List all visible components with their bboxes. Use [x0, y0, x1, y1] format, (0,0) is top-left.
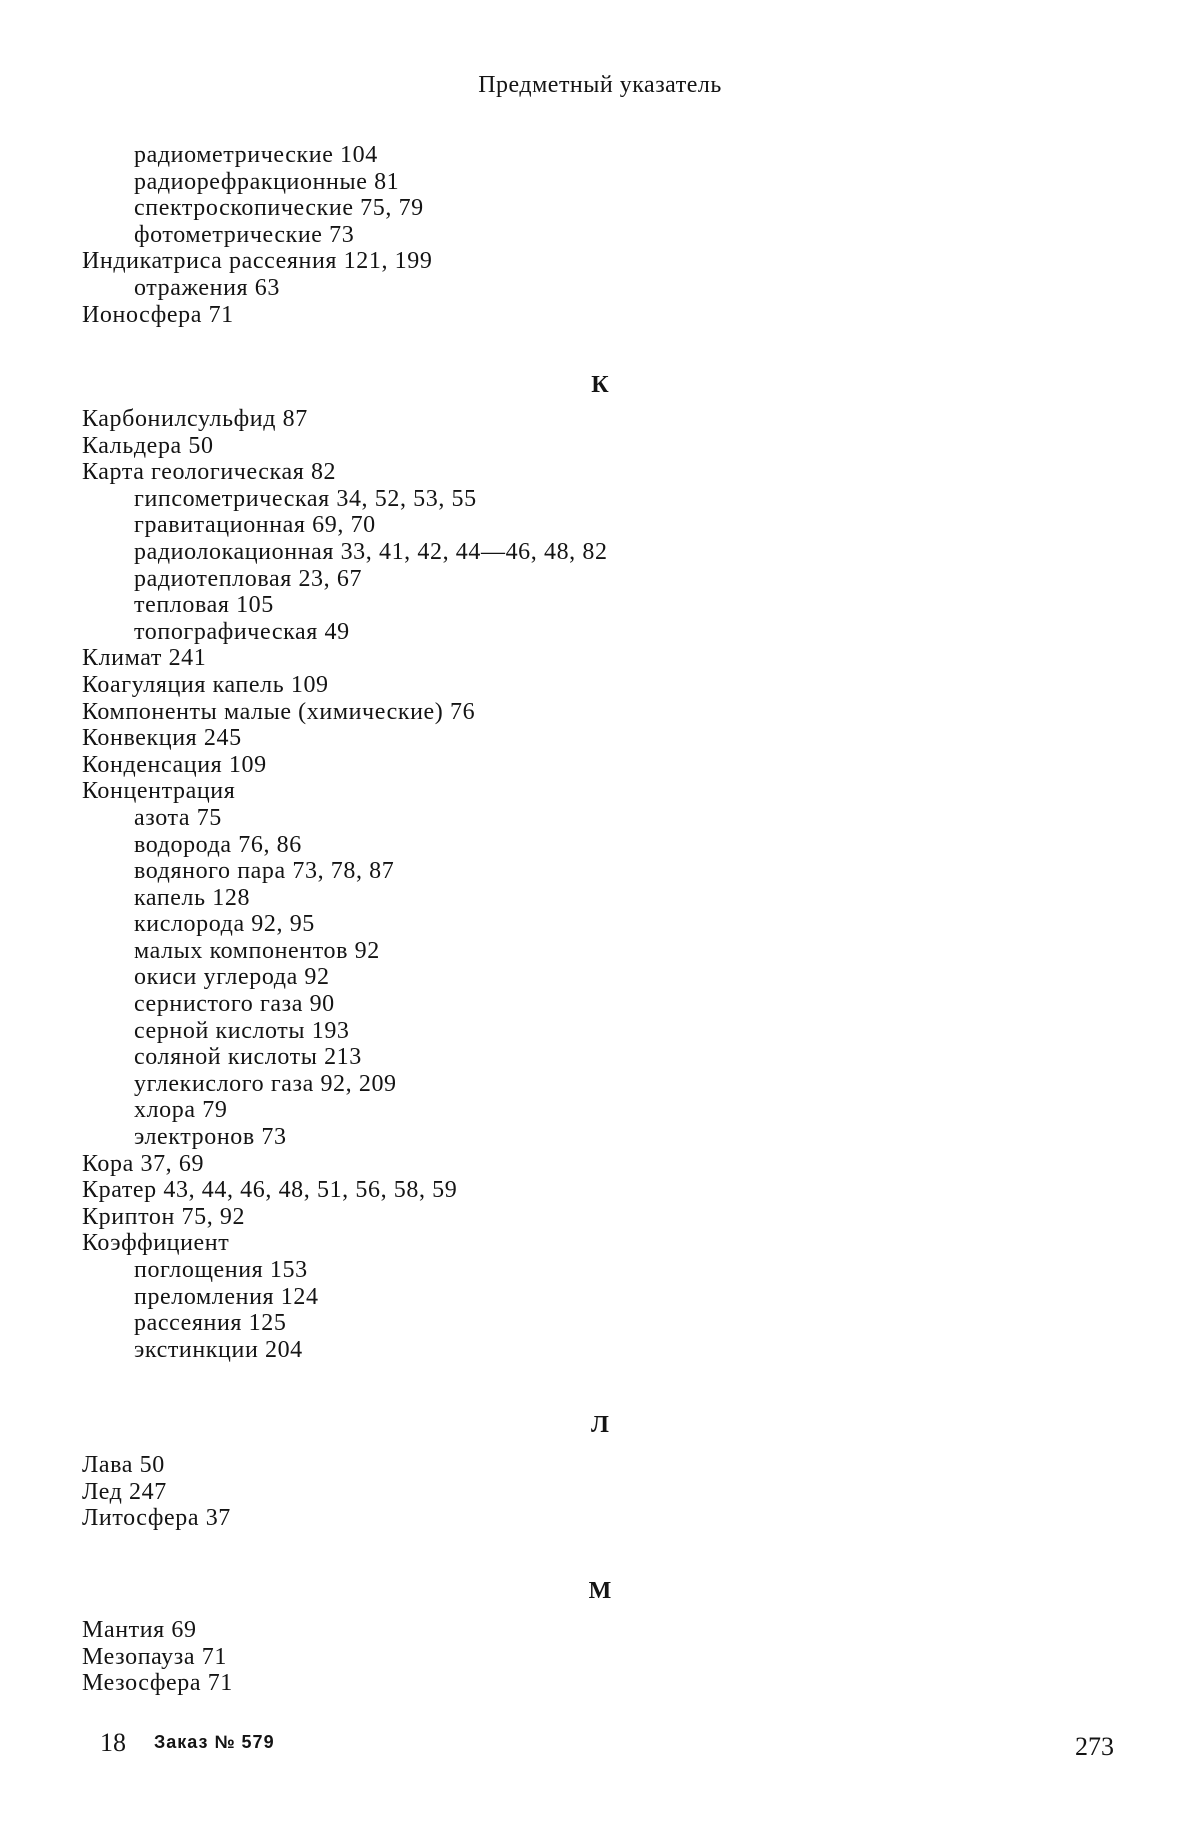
index-subentry: тепловая 105	[134, 592, 274, 619]
index-subentry: хлора 79	[134, 1097, 228, 1124]
index-subentry: водорода 76, 86	[134, 831, 302, 858]
index-subentry: малых компонентов 92	[134, 937, 380, 964]
section-letter-k: К	[591, 372, 609, 398]
index-subentry: водяного пара 73, 78, 87	[134, 858, 395, 885]
index-subentry: поглощения 153	[134, 1257, 308, 1283]
index-subentry: углекислого газа 92, 209	[134, 1070, 397, 1097]
page-footer	[0, 1728, 1200, 1764]
index-entry: Коэффициент	[82, 1230, 230, 1257]
index-list-m	[82, 1617, 1122, 1697]
index-entry: Лед 247	[82, 1478, 167, 1505]
index-subentry: сернистого газа 90	[134, 991, 335, 1018]
print-order-label: Заказ № 579	[154, 1732, 275, 1752]
index-entry: Индикатриса рассеяния 121, 199	[82, 248, 433, 275]
running-head: Предметный указатель	[478, 72, 722, 98]
index-entry: Конденсация 109	[82, 751, 267, 778]
index-subentry: серной кислоты 193	[134, 1017, 350, 1044]
index-subentry: экстинкции 204	[134, 1336, 303, 1363]
index-subentry: электронов 73	[134, 1124, 287, 1151]
index-entry: Компоненты малые (химические) 76	[82, 698, 476, 725]
index-entry: Кора 37, 69	[82, 1150, 205, 1177]
index-entry: Ионосфера 71	[82, 301, 234, 328]
index-entry: Литосфера 37	[82, 1505, 231, 1532]
index-entry: Карбонилсульфид 87	[82, 406, 308, 432]
index-subentry: рассеяния 125	[134, 1310, 287, 1337]
index-entry: Мантия 69	[82, 1617, 197, 1643]
index-subentry: окиси углерода 92	[134, 964, 330, 991]
index-subentry: соляной кислоты 213	[134, 1044, 362, 1071]
index-subentry: спектроскопические 75, 79	[134, 195, 424, 222]
index-subentry: радиолокационная 33, 41, 42, 44—46, 48, 82	[134, 538, 608, 565]
index-subentry: кислорода 92, 95	[134, 911, 315, 938]
signature-number: 18	[100, 1728, 126, 1757]
index-subentry: фотометрические 73	[134, 221, 355, 248]
index-entry: Кальдера 50	[82, 432, 214, 459]
index-list-top	[82, 142, 1122, 328]
index-subentry: гипсометрическая 34, 52, 53, 55	[134, 485, 477, 512]
index-entry: Коагуляция капель 109	[82, 671, 329, 698]
index-subentry: радиометрические 104	[134, 142, 378, 168]
index-subentry: преломления 124	[134, 1283, 319, 1310]
index-subentry: азота 75	[134, 804, 222, 831]
index-subentry: гравитационная 69, 70	[134, 512, 376, 539]
index-list-l	[82, 1452, 1122, 1532]
index-entry: Криптон 75, 92	[82, 1203, 246, 1230]
index-list-k	[82, 406, 1122, 1363]
section-letter-l: Л	[591, 1412, 609, 1438]
index-entry: Климат 241	[82, 645, 207, 672]
index-subentry: радиорефракционные 81	[134, 168, 400, 195]
index-entry: Кратер 43, 44, 46, 48, 51, 56, 58, 59	[82, 1177, 458, 1204]
index-entry: Карта геологическая 82	[82, 459, 337, 486]
index-entry: Мезосфера 71	[82, 1670, 233, 1697]
index-entry: Концентрация	[82, 778, 236, 805]
index-entry: Лава 50	[82, 1452, 165, 1478]
index-subentry: радиотепловая 23, 67	[134, 565, 363, 592]
index-subentry: отражения 63	[134, 274, 280, 301]
section-letter-m: М	[588, 1578, 612, 1604]
index-entry: Мезопауза 71	[82, 1643, 227, 1670]
index-subentry: топографическая 49	[134, 618, 350, 645]
page-number: 273	[1075, 1732, 1114, 1761]
index-entry: Конвекция 245	[82, 725, 242, 752]
index-subentry: капель 128	[134, 884, 251, 911]
